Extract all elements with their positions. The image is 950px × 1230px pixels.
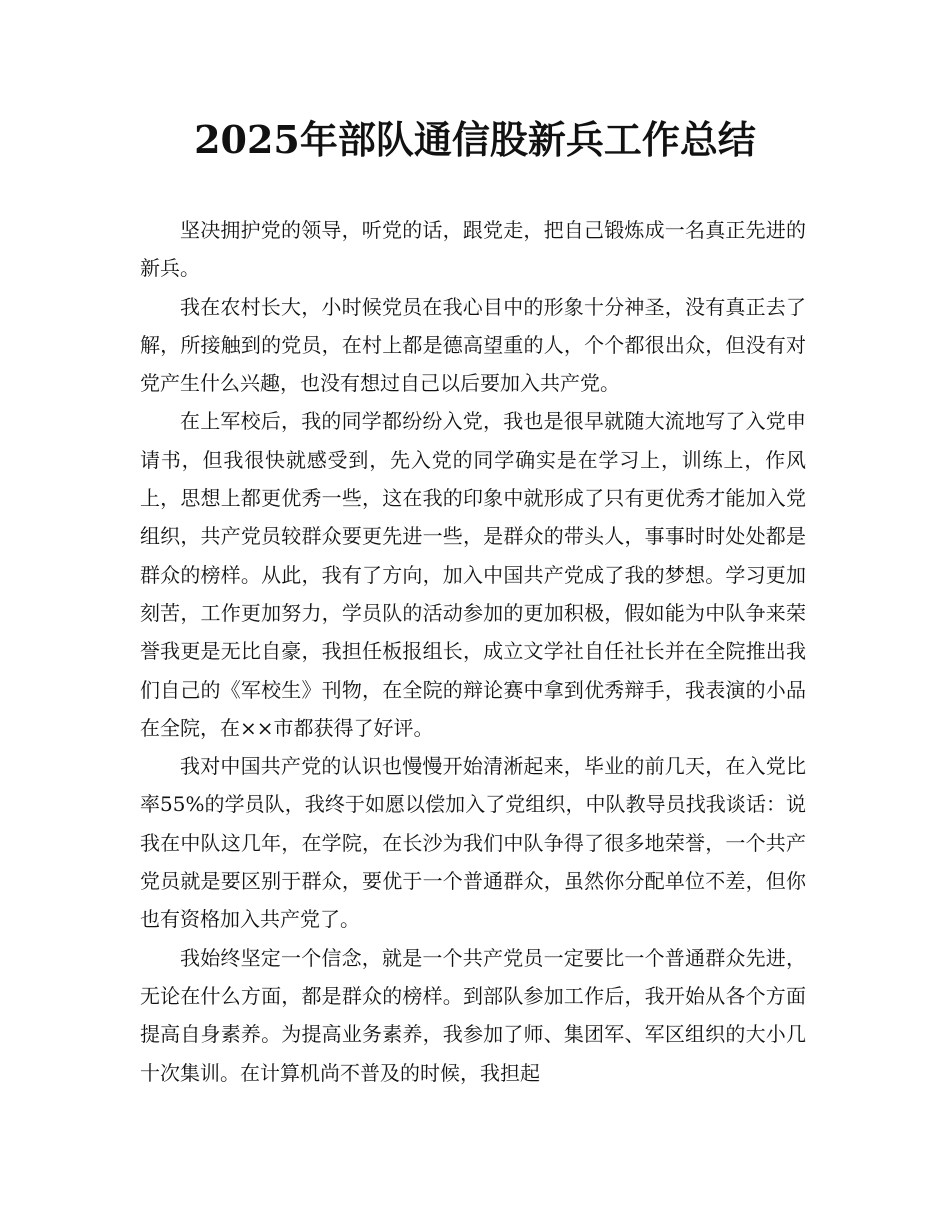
paragraph: 我对中国共产党的认识也慢慢开始清淅起来，毕业的前几天，在入党比率55%的学员队，我终于如愿以偿加入了党组织，中队教导员找我谈话：说我在中队这几年，在学院，在长沙为我们中队争得了很多地荣誉，一个共产党员就是要区别于群众，要优于一个普通群众，虽然你分配单位不差，但你也有资格加入共产党了。 [140,754,806,932]
paragraph: 我在农村长大，小时候党员在我心目中的形象十分神圣，没有真正去了解，所接触到的党员，在村上都是德高望重的人，个个都很出众，但没有对党产生什么兴趣，也没有想过自己以后要加入共产党。 [140,294,806,396]
paragraph: 坚决拥护党的领导，听党的话，跟党走，把自己锻炼成一名真正先进的新兵。 [140,218,806,281]
document-title: 2025年部队通信股新兵工作总结 [194,117,756,162]
paragraph: 我始终坚定一个信念，就是一个共产党员一定要比一个普通群众先进，无论在什么方面，都是群众的榜样。到部队参加工作后，我开始从各个方面提高自身素养。为提高业务素养，我参加了师、集团军、军区组织的大小几十次集训。在计算机尚不普及的时候，我担起 [140,945,806,1085]
document-body [140,211,806,1092]
paragraph: 在上军校后，我的同学都纷纷入党，我也是很早就随大流地写了入党申请书，但我很快就感受到，先入党的同学确实是在学习上，训练上，作风上，思想上都更优秀一些，这在我的印象中就形成了只有更优秀才能加入党组织，共产党员较群众要更先进一些，是群众的带头人，事事时时处处都是群众的榜样。从此，我有了方向，加入中国共产党成了我的梦想。学习更加刻苦，工作更加努力，学员队的活动参加的更加积极，假如能为中队争来荣誉我更是无比自豪，我担任板报组长，成立文学社自任社长并在全院推出我们自己的《军校生》刊物，在全院的辩论赛中拿到优秀辩手，我表演的小品在全院，在××市都获得了好评。 [140,409,806,740]
